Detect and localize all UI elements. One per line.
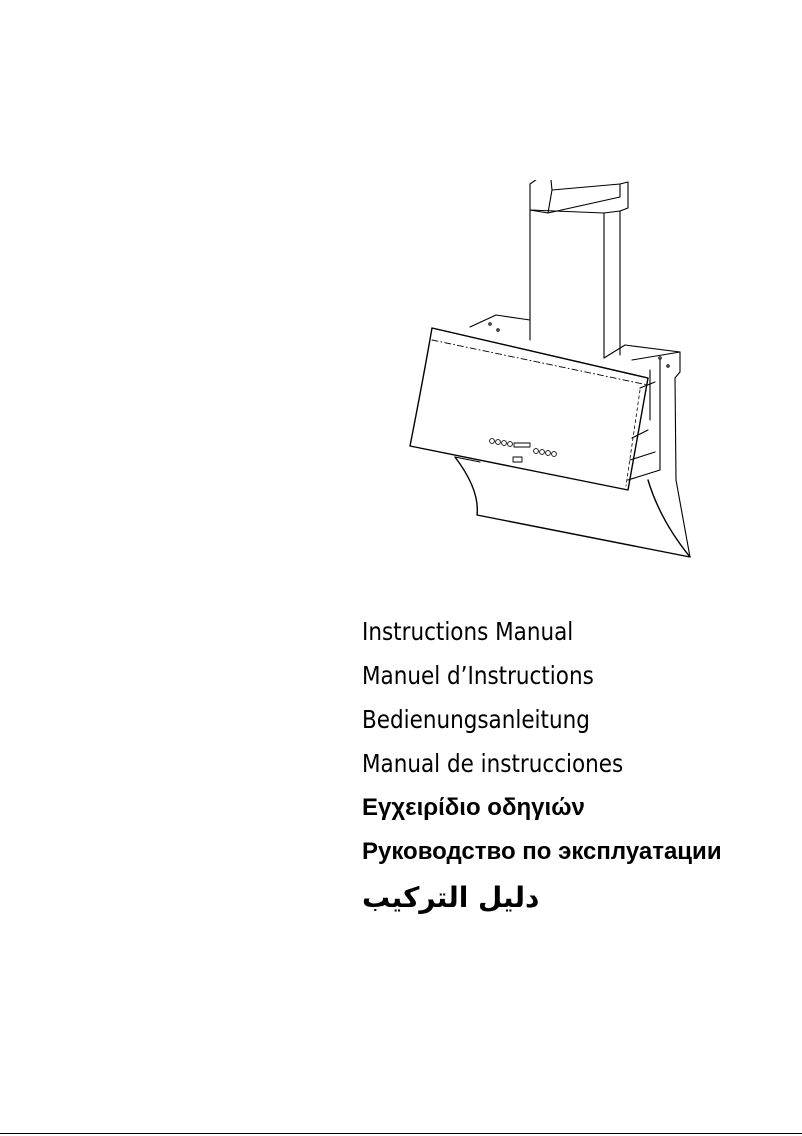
title-english: Instructions Manual	[362, 617, 574, 646]
chimney-lower-section	[530, 210, 620, 358]
manual-title-list	[362, 610, 782, 920]
title-russian: Руководство по эксплуатации	[362, 838, 722, 865]
title-greek: Εγχειρίδιο οδηγιών	[362, 794, 585, 821]
title-german: Bedienungsanleitung	[362, 705, 590, 734]
cooker-hood-illustration	[400, 180, 700, 565]
title-french: Manuel d’Instructions	[362, 661, 594, 690]
control-panel	[490, 439, 557, 462]
page-bottom-rule	[0, 1133, 802, 1134]
title-arabic: دليل التركيب	[362, 881, 540, 914]
title-spanish: Manual de instrucciones	[362, 749, 624, 778]
chimney-upper-section	[530, 180, 628, 213]
